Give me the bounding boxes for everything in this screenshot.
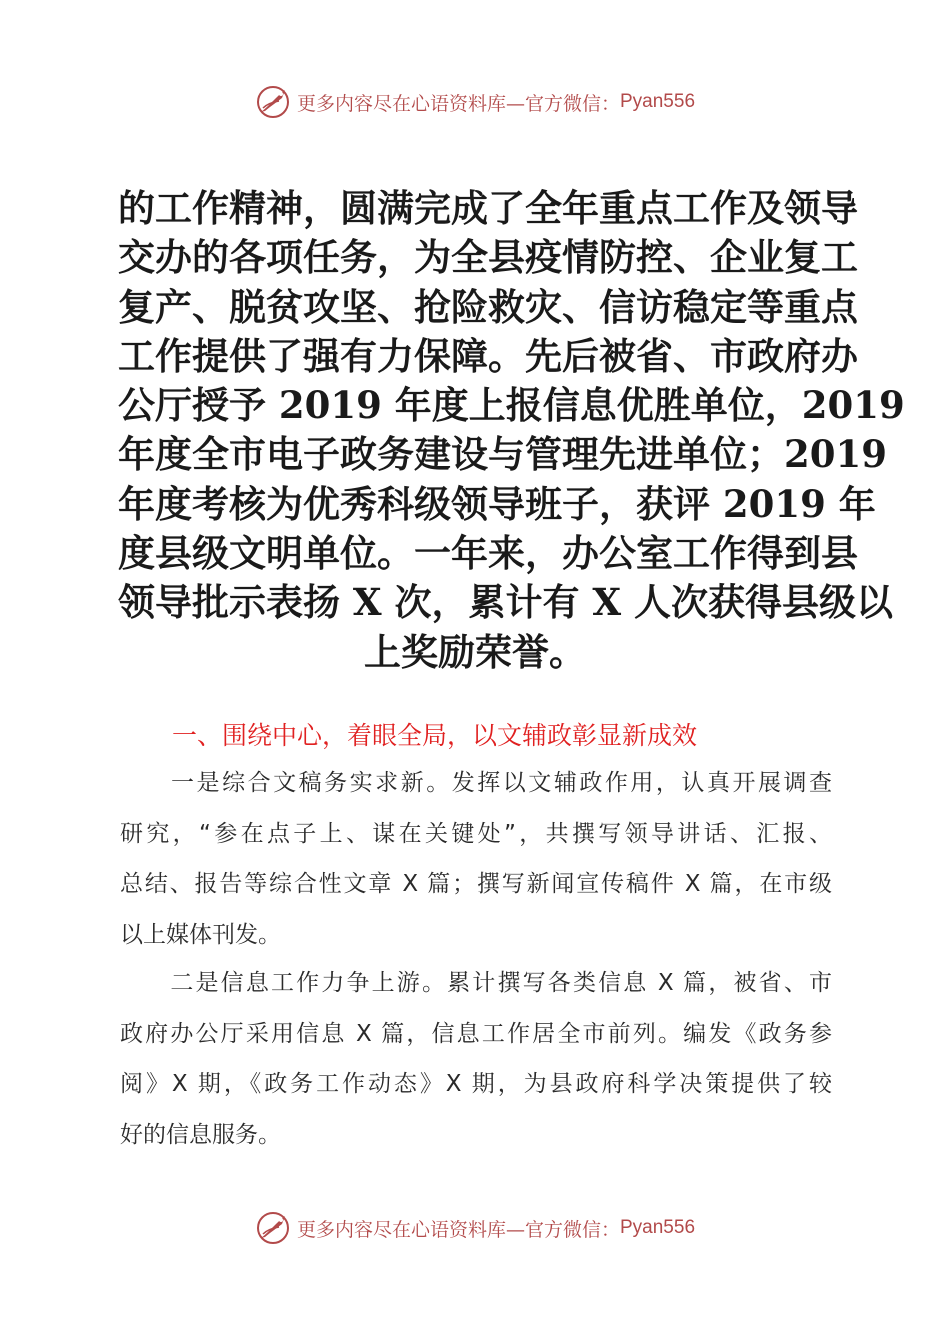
paragraph-line: 二是信息工作力争上游。累计撰写各类信息 X 篇，被省、市 — [120, 970, 832, 996]
paragraph-line: 好的信息服务。 — [120, 1121, 281, 1148]
summary-line: 的工作精神，圆满完成了全年重点工作及领导 — [118, 186, 858, 230]
body-paragraph-1 — [120, 758, 832, 960]
paragraph-line: 政府办公厅采用信息 X 篇，信息工作居全市前列。编发《政务参 — [120, 1020, 832, 1047]
paragraph-line: 总结、报告等综合性文章 X 篇；撰写新闻宣传稿件 X 篇，在市级 — [120, 871, 832, 897]
footer-banner — [0, 1208, 950, 1248]
pen-nib-logo-icon — [255, 1210, 291, 1246]
summary-line: 领导批示表扬 X 次，累计有 X 人次获得县级以 — [118, 580, 893, 625]
summary-line: 年度考核为优秀科级领导班子，获评 2019 年 — [118, 481, 876, 526]
paragraph-line: 研究，“参在点子上、谋在关键处”，共撰写领导讲话、汇报、 — [120, 820, 832, 847]
summary-line: 年度全市电子政务建设与管理先进单位；2019 — [118, 432, 887, 477]
summary-line: 公厅授予 2019 年度上报信息优胜单位，2019 — [118, 383, 905, 428]
pen-nib-logo-icon — [255, 84, 291, 120]
bold-summary-paragraph — [118, 184, 905, 677]
summary-line: 工作提供了强有力保障。先后被省、市政府办 — [118, 333, 858, 378]
banner-text: 更多内容尽在心语资料库—官方微信： — [296, 92, 620, 115]
summary-line: 度县级文明单位。一年来，办公室工作得到县 — [118, 531, 858, 576]
summary-line: 复产、脱贫攻坚、抢险救灾、信访稳定等重点 — [118, 284, 858, 329]
paragraph-line: 以上媒体刊发。 — [120, 921, 281, 948]
paragraph-line: 一是综合文稿务实求新。发挥以文辅政作用，认真开展调查 — [120, 770, 832, 796]
banner-wechat-id: Pyan556 — [620, 1217, 696, 1238]
header-banner — [0, 82, 950, 122]
paragraph-line: 阅》X 期，《政务工作动态》X 期，为县政府科学决策提供了较 — [120, 1071, 832, 1097]
banner-wechat-id: Pyan556 — [620, 91, 696, 112]
summary-line: 交办的各项任务，为全县疫情防控、企业复工 — [118, 235, 858, 280]
summary-line: 上奖励荣誉。 — [364, 629, 586, 674]
section-title: 一、围绕中心，着眼全局，以文辅政彰显新成效 — [172, 721, 698, 750]
body-paragraph-2 — [120, 958, 832, 1160]
banner-text: 更多内容尽在心语资料库—官方微信： — [296, 1218, 620, 1241]
